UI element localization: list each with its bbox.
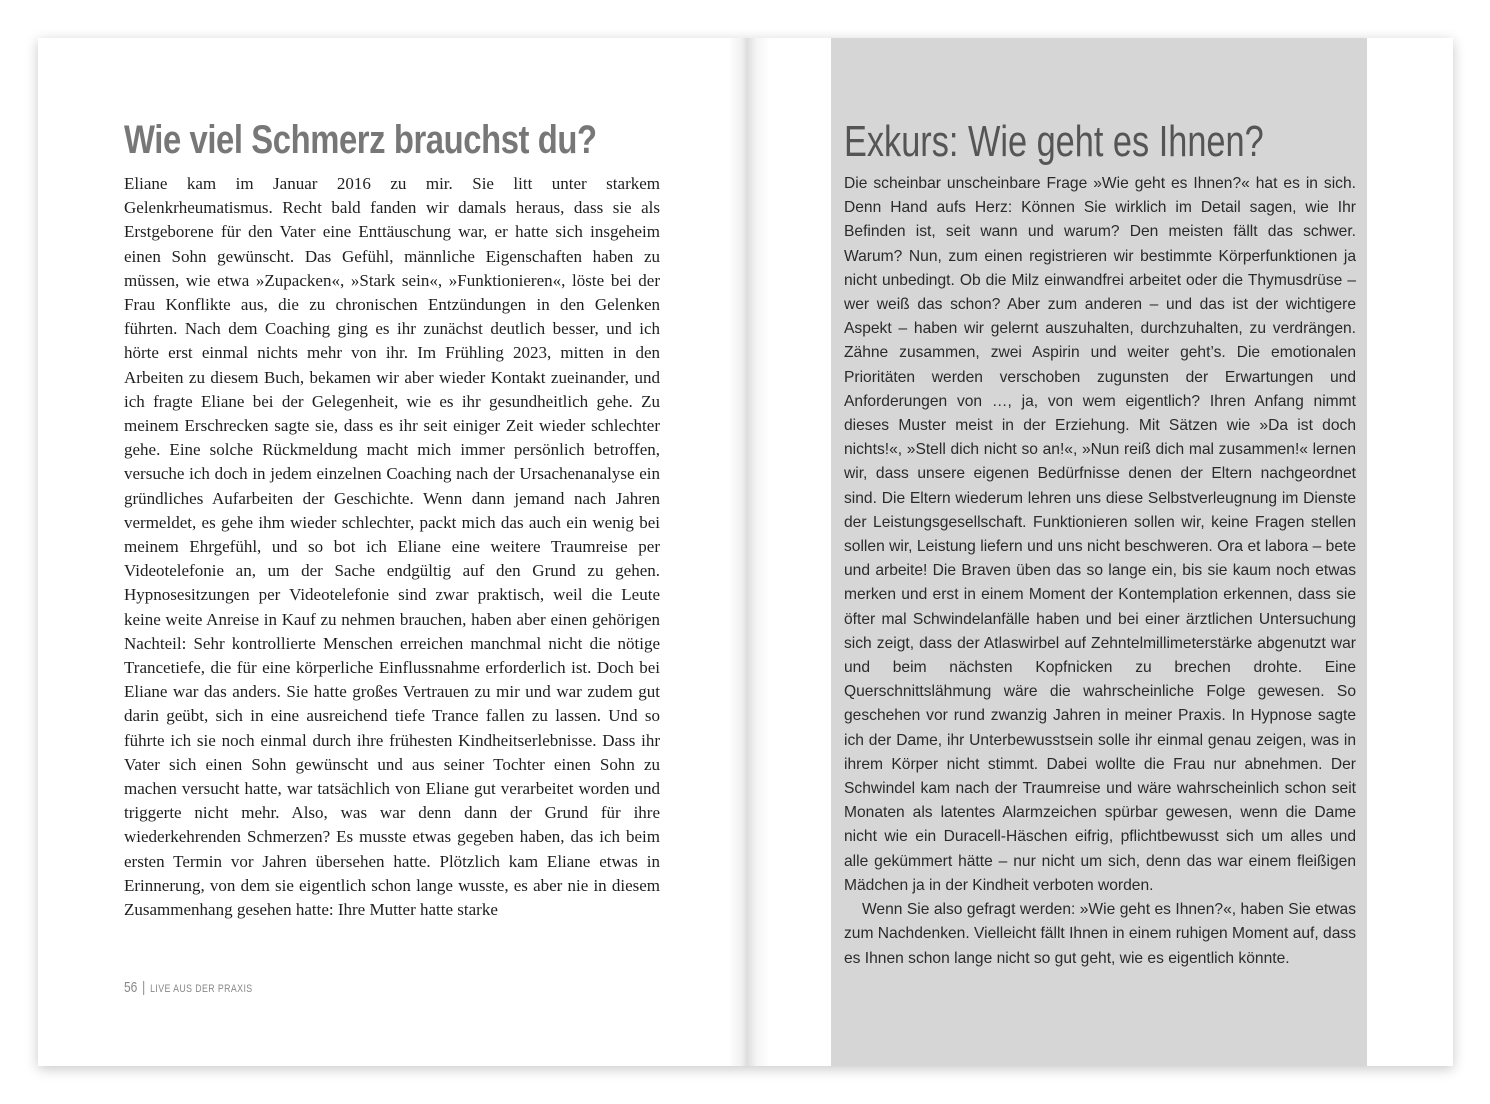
excursus-paragraph-2: Wenn Sie also gefragt werden: »Wie geht es Ihnen?«, haben Sie etwas zum Nachdenken. Vielleicht fällt Ihnen in einem ruhigen Moment auf, dass es Ihnen schon lange nicht so gut geht, wie es eigentlich könnte.: [844, 901, 1356, 967]
book-spread: [38, 38, 1453, 1066]
page-number: 56: [124, 979, 138, 996]
excursus-title: Exkurs: Wie geht es Ihnen?: [844, 117, 1264, 166]
excursus-paragraph-1: Die scheinbar unscheinbare Frage »Wie geht es Ihnen?« hat es in sich. Denn Hand aufs Herz: Können Sie wirklich im Detail sagen, wie Ihr Befinden ist, seit wann und warum? Den meisten fällt das schwer. Warum? Nun, zum einen registrieren wir bestimmte Körperfunktionen ja nicht unbedingt. Ob die Milz einwandfrei arbeitet oder die Thymusdrüse – wer weiß das schon? Aber zum anderen – und das ist der wichtigere Aspekt – haben wir gelernt auszuhalten, durchzuhalten, zu verdrängen. Zähne zusammen, zwei Aspirin und weiter geht’s. Die emotionalen Prioritäten werden verschoben zugunsten der Erwartungen und Anforderungen von …, ja, von wem eigentlich? Ihren Anfang nimmt dieses Muster meist in der Erziehung. Mit Sätzen wie »Da ist doch nichts!«, »Stell dich nicht so an!«, »Nun reiß dich mal zusammen!« lernen wir, dass unsere eigenen Bedürfnisse denen der Eltern nachgeordnet sind. Die Eltern wiederum lehren uns diese Selbstverleugnung im Dienste der Leistungsgesellschaft. Funktionieren sollen wir, keine Fragen stellen sollen wir, Leistung liefern und uns nicht beschweren. Ora et labora – bete und arbeite! Die Braven üben das so lange ein, bis sie kaum noch etwas merken und erst in einem Moment der Kontemplation erkennen, dass sie öfter mal Schwindelanfälle haben und bei einer ärztlichen Untersuchung sich zeigt, dass der Atlaswirbel auf Zehntelmillimeterstärke abgenutzt war und beim nächsten Kopfnicken zu brechen drohte. Eine Querschnittslähmung wäre die wahrscheinliche Folge gewesen. So geschehen vor rund zwanzig Jahren in meiner Praxis. In Hypnose sagte ich der Dame, ihr Unterbewusstsein solle ihr einmal genau zeigen, was in ihrem Körper nicht stimmt. Dabei wollte die Frau nur abnehmen. Der Schwindel kam nach der Traumreise und wäre wahrscheinlich schon seit Monaten als latentes Alarmzeichen spürbar gewesen, wenn die Dame nicht wie ein Duracell-Häschen eifrig, pflichtbewusst sich um alles und alle gekümmert hätte – nur nicht um sich, denn das war einem fleißigen Mädchen ja in der Kindheit verboten worden.: [844, 175, 1356, 894]
right-page: [748, 38, 1453, 1066]
left-page: [38, 38, 748, 1066]
running-section-title: LIVE AUS DER PRAXIS: [150, 983, 253, 995]
excursus-body: [844, 172, 1356, 971]
page-footer: [124, 978, 253, 999]
gutter-shadow-right: [748, 38, 770, 1066]
left-page-body: Eliane kam im Januar 2016 zu mir. Sie litt unter starkem Gelenkrheumatismus. Recht bald fanden wir damals heraus, dass sie als Erstgeborene für den Vater eine Enttäuschung war, er hatte sich insgeheim einen Sohn gewünscht. Das Gefühl, männliche Eigenschaften haben zu müssen, wie etwa »Zupacken«, »Stark sein«, »Funktionieren«, löste bei der Frau Konflikte aus, die zu chronischen Entzündungen in den Gelenken führten. Nach dem Coaching ging es ihr zunächst deutlich besser, und ich hörte erst einmal nichts mehr von ihr. Im Frühling 2023, mitten in den Arbeiten zu diesem Buch, bekamen wir aber wieder Kontakt zueinander, und ich fragte Eliane bei der Gelegenheit, wie es ihr gesundheitlich gehe. Zu meinem Erschrecken sagte sie, dass es ihr seit einiger Zeit wieder schlechter gehe. Eine solche Rückmeldung macht mich immer persönlich betroffen, versuche ich doch in jedem einzelnen Coaching nach der Ursachenanalyse ein gründliches Aufarbeiten der Geschichte. Wenn dann jemand nach Jahren vermeldet, es gehe ihm wieder schlechter, packt mich das auch ein wenig bei meinem Ehrgefühl, und so bot ich Eliane eine weitere Traumreise per Videotelefonie an, um der Sache endgültig auf den Grund zu gehen. Hypnosesitzungen per Videotelefonie sind zwar praktisch, weil die Leute keine weite Anreise in Kauf zu nehmen brauchen, haben aber einen gehörigen Nachteil: Sehr kontrollierte Menschen erreichen manchmal nicht die nötige Trancetiefe, die für eine körperliche Einflussnahme erforderlich ist. Doch bei Eliane war das anders. Sie hatte großes Vertrauen zu mir und war zudem gut darin geübt, sich in eine ausreichend tiefe Trance fallen zu lassen. Und so führte ich sie noch einmal durch ihre frühesten Kindheitserlebnisse. Dass ihr Vater sich einen Sohn gewünscht und aus seiner Tochter einen Sohn zu machen versucht hatte, war tatsächlich von Eliane gut verarbeitet worden und triggerte nicht mehr. Also, was war denn dann der Grund für ihre wiederkehrenden Schmerzen? Es musste etwas gegeben haben, das ich beim ersten Termin vor Jahren übersehen hatte. Plötzlich kam Eliane etwas in Erinnerung, von dem sie eigentlich schon lange wusste, es aber nie in diesem Zusammenhang gesehen hatte: Ihre Mutter hatte starke: [124, 174, 660, 920]
left-page-title: Wie viel Schmerz brauchst du?: [124, 118, 597, 162]
gutter-shadow-left: [728, 38, 748, 1066]
footer-separator: |: [142, 979, 146, 996]
